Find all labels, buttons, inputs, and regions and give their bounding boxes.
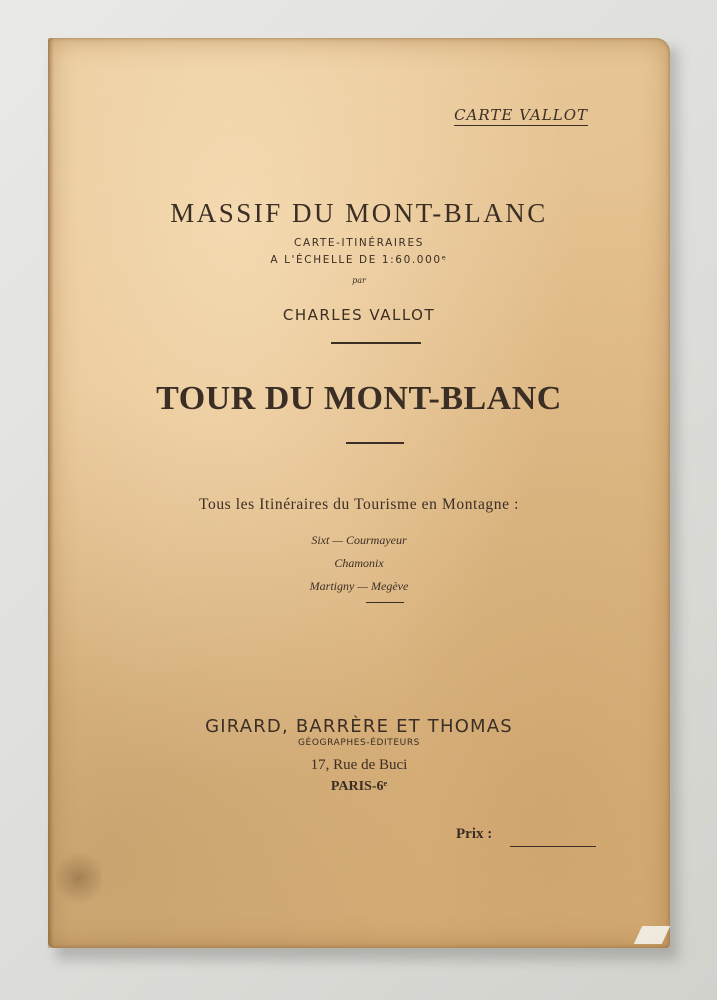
author-name: CHARLES VALLOT — [282, 306, 436, 324]
publisher-street: 17, Rue de Buci — [310, 757, 408, 773]
itineraries-line: Sixt — Courmayeur — [311, 533, 407, 547]
cover-left-edge — [48, 38, 54, 948]
massif-title: MASSIF DU MONT-BLANC — [170, 198, 548, 228]
itineraries-line: Martigny — Megève — [309, 579, 409, 593]
divider-rule — [346, 442, 404, 444]
itineraries-heading: Tous les Itinéraires du Tourisme en Montagne : — [198, 496, 519, 513]
publisher-city: PARIS-6ᵉ — [330, 779, 388, 794]
by-label: par — [352, 276, 366, 285]
stain-mark — [56, 848, 102, 908]
subtitle-line-2: A L'ÉCHELLE DE 1:60.000ᵉ — [270, 254, 448, 266]
publisher-name: GIRARD, BARRÈRE ET THOMAS — [205, 716, 513, 737]
publisher-subtitle: GÉOGRAPHES-ÉDITEURS — [297, 738, 420, 748]
price-label: Prix : — [456, 826, 493, 842]
torn-corner — [634, 926, 670, 944]
price-line — [510, 846, 596, 847]
main-title: TOUR DU MONT-BLANC — [156, 380, 562, 417]
book-cover — [48, 38, 670, 948]
divider-rule — [366, 602, 404, 603]
divider-rule — [331, 342, 421, 344]
series-label: CARTE VALLOT — [454, 106, 588, 124]
subtitle-line-1: CARTE-ITINÉRAIRES — [294, 237, 424, 249]
itineraries-line: Chamonix — [334, 556, 384, 570]
